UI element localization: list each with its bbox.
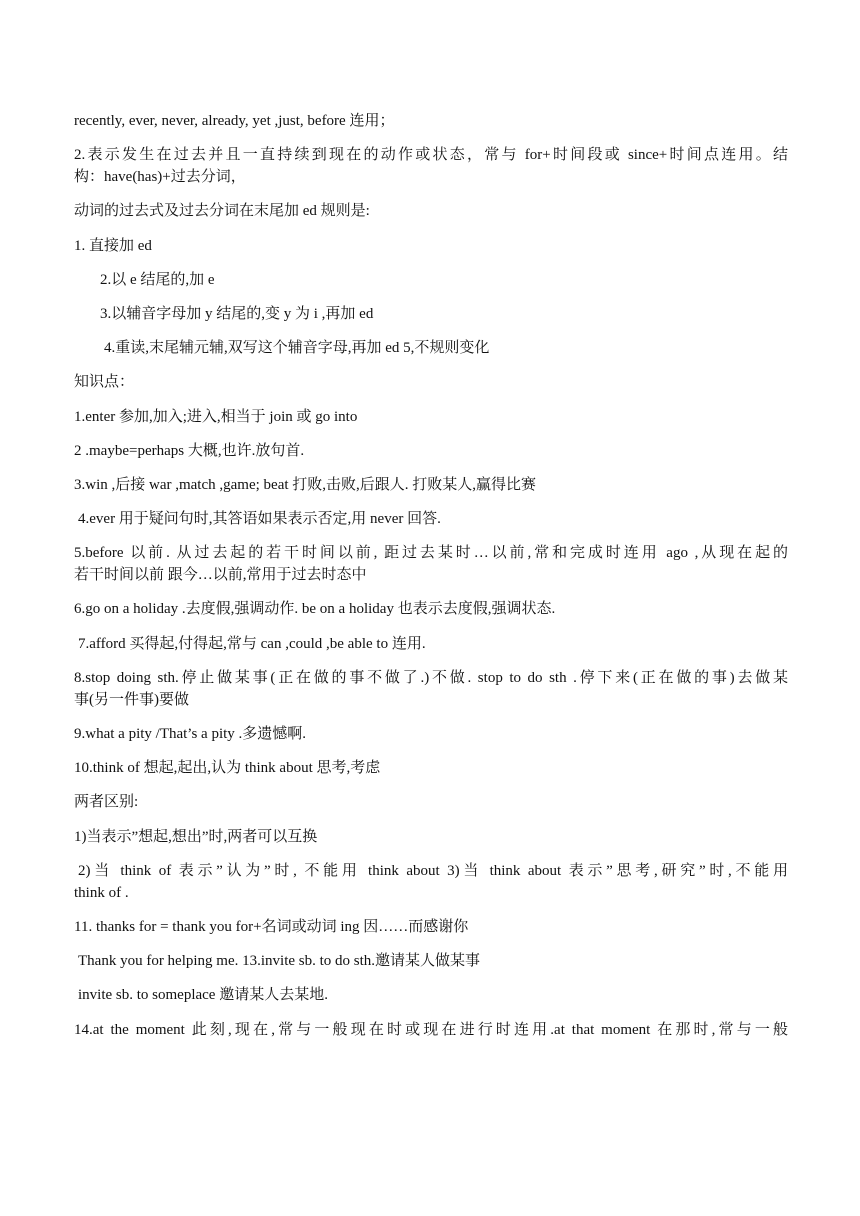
text-line: Thank you for helping me. 13.invite sb. to do sth.邀请某人做某事 xyxy=(78,953,481,970)
text-line: 8.stop doing sth.停止做某事(正在做的事不做了.)不做. stop to do sth .停下来(正在做的事)去做某 xyxy=(74,669,788,686)
text-line: 10.think of 想起,起出,认为 think about 思考,考虑 xyxy=(74,760,381,777)
text-line: 事(另一件事)要做 xyxy=(74,691,189,708)
text-line: 14.at the moment 此刻,现在,常与一般现在时或现在进行时连用.at that moment 在那时,常与一般 xyxy=(74,1021,788,1038)
text-line: 知识点： xyxy=(74,374,135,391)
text-line: 2.表示发生在过去并且一直持续到现在的动作或状态，常与 for+时间段或 since+时间点连用。结 xyxy=(74,147,788,164)
text-line: 1)当表示”想起,想出”时,两者可以互换 xyxy=(74,828,318,845)
text-line: 1.enter 参加,加入;进入,相当于 join 或 go into xyxy=(74,408,358,425)
text-line: 11. thanks for = thank you for+名词或动词 ing 因……而感谢你 xyxy=(74,918,469,935)
text-line: think of . xyxy=(74,884,129,901)
text-line: 9.what a pity /That’s a pity .多遗憾啊. xyxy=(74,726,307,742)
text-line: 两者区别: xyxy=(74,794,139,811)
text-line: 4.ever 用于疑问句时,其答语如果表示否定,用 never 回答. xyxy=(78,511,441,528)
text-line: 4.重读,末尾辅元辅,双写这个辅音字母,再加 ed 5,不规则变化 xyxy=(104,340,490,357)
document-page xyxy=(74,110,788,1041)
text-line: 3.win ,后接 war ,match ,game; beat 打败,击败,后跟人. 打败某人,赢得比赛 xyxy=(74,476,537,493)
text-line: 构：have(has)+过去分词， xyxy=(74,169,246,186)
text-line: 1. 直接加 ed xyxy=(74,237,152,254)
text-line: 5.before 以前. 从过去起的若干时间以前, 距过去某时…以前,常和完成时连用 ago ,从现在起的 xyxy=(74,545,788,562)
text-line: 2.以 e 结尾的,加 e xyxy=(100,271,215,288)
text-line: 7.afford 买得起,付得起,常与 can ,could ,be able to 连用. xyxy=(78,635,426,652)
text-line: 2 .maybe=perhaps 大概,也许.放句首. xyxy=(74,442,305,459)
text-line: invite sb. to someplace 邀请某人去某地. xyxy=(78,987,328,1004)
text-line: 3.以辅音字母加 y 结尾的,变 y 为 i ,再加 ed xyxy=(100,305,374,322)
text-line: recently, ever, never, already, yet ,just, before 连用； xyxy=(74,113,395,129)
text-line: 动词的过去式及过去分词在末尾加 ed 规则是: xyxy=(74,203,370,220)
text-line: 2)当 think of 表示”认为”时, 不能用 think about 3)当 think about 表示”思考,研究”时,不能用 xyxy=(78,862,788,879)
text-line: 若干时间以前 跟今…以前,常用于过去时态中 xyxy=(74,567,367,584)
text-line: 6.go on a holiday .去度假,强调动作. be on a holiday 也表示去度假,强调状态. xyxy=(74,601,556,618)
